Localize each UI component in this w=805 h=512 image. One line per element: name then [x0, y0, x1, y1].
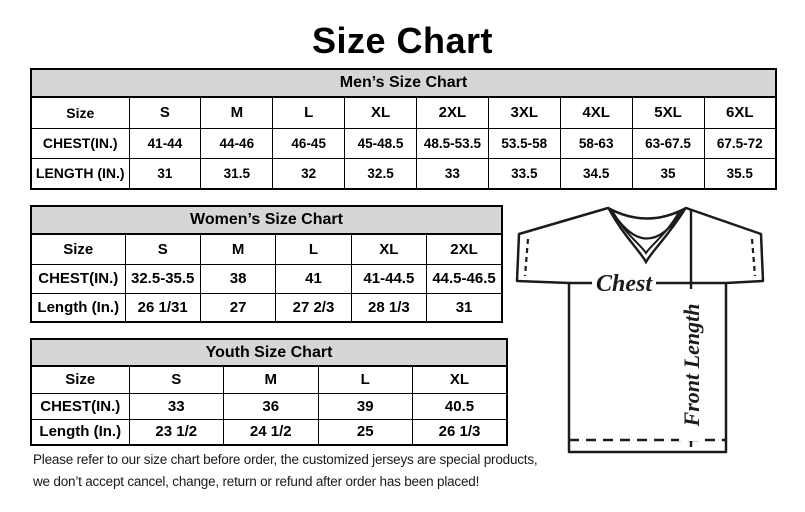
- mens-size-header: S: [129, 97, 201, 128]
- mens-length-value: 33.5: [488, 158, 560, 189]
- mens-size-header: 2XL: [417, 97, 489, 128]
- youth-size-header: M: [224, 366, 319, 393]
- mens-size-header: 3XL: [488, 97, 560, 128]
- disclaimer-note: [33, 449, 537, 492]
- mens-chest-value: 58-63: [560, 128, 632, 158]
- mens-length-value: 32.5: [345, 158, 417, 189]
- youth-length-value: 23 1/2: [129, 419, 224, 445]
- mens-size-table: [30, 68, 777, 188]
- mens-size-header: M: [201, 97, 273, 128]
- mens-length-value: 35.5: [704, 158, 776, 189]
- youth-chest-row-label: CHEST(IN.): [31, 393, 129, 419]
- mens-chest-row-label: CHEST(IN.): [31, 128, 129, 158]
- youth-chest-value: 33: [129, 393, 224, 419]
- mens-size-header: 5XL: [632, 97, 704, 128]
- womens-length-value: 31: [427, 293, 502, 322]
- mens-chest-value: 53.5-58: [488, 128, 560, 158]
- womens-table-title: Women’s Size Chart: [31, 206, 502, 234]
- womens-chest-row-label: CHEST(IN.): [31, 264, 125, 293]
- mens-length-row-label: LENGTH (IN.): [31, 158, 129, 189]
- womens-size-row-label: Size: [31, 234, 125, 264]
- mens-length-value: 35: [632, 158, 704, 189]
- mens-chest-value: 48.5-53.5: [417, 128, 489, 158]
- womens-chest-value: 38: [200, 264, 275, 293]
- mens-size-header: 4XL: [560, 97, 632, 128]
- womens-size-header: XL: [351, 234, 426, 264]
- youth-length-value: 26 1/3: [413, 419, 508, 445]
- mens-size-header: 6XL: [704, 97, 776, 128]
- youth-chest-value: 36: [224, 393, 319, 419]
- mens-length-value: 33: [417, 158, 489, 189]
- womens-size-header: M: [200, 234, 275, 264]
- youth-chest-value: 40.5: [413, 393, 508, 419]
- chest-label: Chest: [595, 271, 653, 297]
- womens-length-value: 27 2/3: [276, 293, 351, 322]
- mens-chest-value: 63-67.5: [632, 128, 704, 158]
- youth-size-header: L: [318, 366, 413, 393]
- womens-size-table: [30, 205, 503, 321]
- youth-chest-value: 39: [318, 393, 413, 419]
- womens-size-header: S: [125, 234, 200, 264]
- youth-size-header: S: [129, 366, 224, 393]
- womens-size-header: 2XL: [427, 234, 502, 264]
- womens-length-value: 27: [200, 293, 275, 322]
- youth-size-row-label: Size: [31, 366, 129, 393]
- disclaimer-line-2: we don’t accept cancel, change, return or refund after order has been placed!: [33, 473, 480, 489]
- youth-size-table: [30, 338, 508, 444]
- mens-size-row-label: Size: [31, 97, 129, 128]
- mens-size-header: XL: [345, 97, 417, 128]
- disclaimer-line-1: Please refer to our size chart before order, the customized jerseys are special products,: [33, 452, 538, 467]
- womens-size-header: L: [276, 234, 351, 264]
- womens-chest-value: 41-44.5: [351, 264, 426, 293]
- womens-chest-value: 32.5-35.5: [125, 264, 200, 293]
- mens-chest-value: 67.5-72: [704, 128, 776, 158]
- youth-length-row-label: Length (In.): [31, 419, 129, 445]
- mens-chest-value: 41-44: [129, 128, 201, 158]
- youth-size-header: XL: [413, 366, 508, 393]
- mens-length-value: 31: [129, 158, 201, 189]
- mens-length-value: 34.5: [560, 158, 632, 189]
- womens-chest-value: 44.5-46.5: [427, 264, 502, 293]
- mens-table-title: Men’s Size Chart: [31, 69, 776, 97]
- womens-length-row-label: Length (In.): [31, 293, 125, 322]
- front-length-label: Front Length: [679, 303, 704, 427]
- tshirt-measurement-diagram: [505, 195, 805, 495]
- mens-length-value: 31.5: [201, 158, 273, 189]
- mens-length-value: 32: [273, 158, 345, 189]
- youth-length-value: 25: [318, 419, 413, 445]
- mens-size-header: L: [273, 97, 345, 128]
- mens-chest-value: 44-46: [201, 128, 273, 158]
- page-title: Size Chart: [311, 20, 494, 61]
- mens-chest-value: 45-48.5: [345, 128, 417, 158]
- youth-table-title: Youth Size Chart: [31, 339, 507, 366]
- womens-chest-value: 41: [276, 264, 351, 293]
- mens-chest-value: 46-45: [273, 128, 345, 158]
- womens-length-value: 28 1/3: [351, 293, 426, 322]
- youth-length-value: 24 1/2: [224, 419, 319, 445]
- womens-length-value: 26 1/31: [125, 293, 200, 322]
- tshirt-diagram-svg: [505, 195, 805, 495]
